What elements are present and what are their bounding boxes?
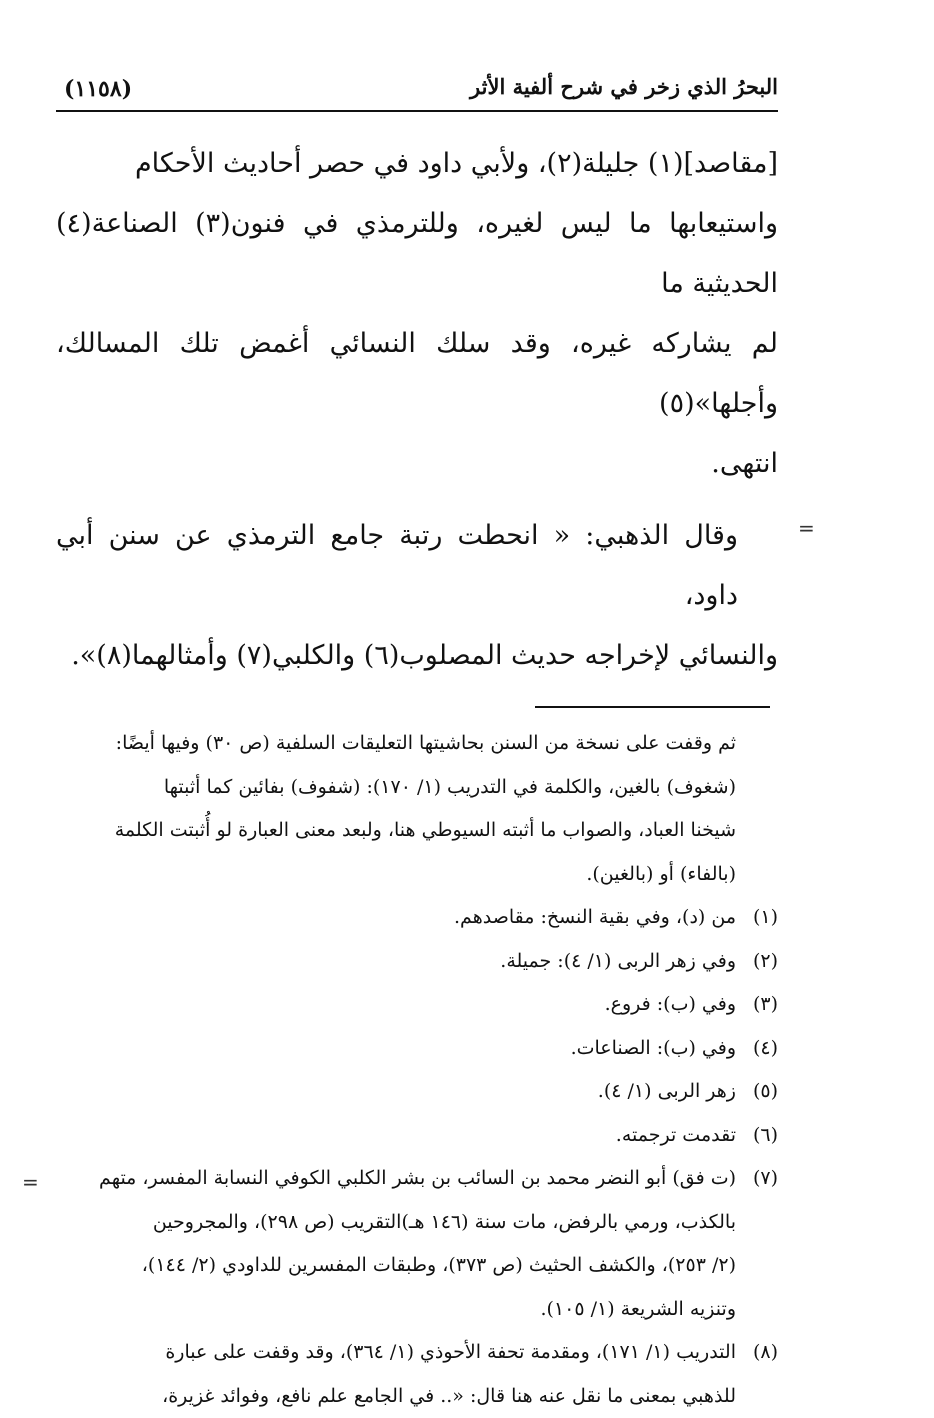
footnote-7	[56, 1157, 778, 1201]
footnote-continuation-line: ثم وقفت على نسخة من السنن بحاشيتها التعليقات السلفية (ص ٣٠) وفيها أيضًا:	[56, 722, 778, 766]
footnotes	[56, 722, 778, 1418]
footnote-7-line: بالكذب، ورمي بالرفض، مات سنة (١٤٦ هـ)التقريب (ص ٢٩٨)، والمجروحين	[56, 1201, 778, 1245]
footnote-7-line: (٢/ ٢٥٣)، والكشف الحثيث (ص ٣٧٣)، وطبقات المفسرين للداودي (٢/ ١٤٤)،	[56, 1244, 778, 1288]
main-text	[56, 134, 778, 686]
page-number: (١١٥٨)	[64, 76, 132, 102]
footnote-text: وفي (ب): الصناعات.	[571, 1037, 736, 1059]
body-line: واستيعابها ما ليس لغيره، وللترمذي في فنون(٣) الصناعة(٤) الحديثية ما	[56, 194, 778, 314]
body-line: وقال الذهبي: « انحطت رتبة جامع الترمذي عن سنن أبي داود،	[56, 506, 778, 626]
footnote-2	[56, 940, 778, 984]
footnote-continuation-line: (شغوف) بالغين، والكلمة في التدريب (١/ ١٧٠): (شفوف) بفائين كما أثبتها	[56, 766, 778, 810]
footnote-4	[56, 1027, 778, 1071]
footnote-8	[56, 1331, 778, 1375]
footnote-1	[56, 896, 778, 940]
footnote-5	[56, 1070, 778, 1114]
footnote-text: التدريب (١/ ١٧١)، ومقدمة تحفة الأحوذي (١/ ٣٦٤)، وقد وقفت على عبارة	[165, 1341, 736, 1363]
footnote-8-line: للذهبي بمعنى ما نقل عنه هنا قال: «.. في الجامع علم نافع، وفوائد غزيرة،	[56, 1375, 778, 1418]
footnote-number: (٦)	[753, 1114, 778, 1158]
continuation-mark-top: =	[798, 516, 815, 540]
footnote-number: (٢)	[753, 940, 778, 984]
body-line: لم يشاركه غيره، وقد سلك النسائي أغمض تلك المسالك، وأجلها»(٥)	[56, 314, 778, 434]
footnote-number: (١)	[753, 896, 778, 940]
book-page	[56, 70, 778, 1418]
footnote-7-line: وتنزيه الشريعة (١/ ١٠٥).	[56, 1288, 778, 1332]
running-title: البحرُ الذي زخر في شرح ألفية الأثر	[470, 74, 778, 99]
footnote-number: (٧)	[753, 1157, 778, 1201]
footnote-number: (٨)	[753, 1331, 778, 1375]
footnote-continuation-line: شيخنا العباد، والصواب ما أثبته السيوطي هنا، ولبعد معنى العبارة لو أُثبتت الكلمة	[56, 809, 778, 853]
footnote-text: زهر الربى (١/ ٤).	[598, 1080, 736, 1102]
footnote-6	[56, 1114, 778, 1158]
footnote-3	[56, 983, 778, 1027]
footnote-text: تقدمت ترجمته.	[616, 1124, 736, 1146]
body-line: والنسائي لإخراجه حديث المصلوب(٦) والكلبي(٧) وأمثالهما(٨)».	[56, 626, 778, 686]
body-line: [مقاصد](١) جليلة(٢)، ولأبي داود في حصر أحاديث الأحكام	[56, 134, 778, 194]
footnote-number: (٣)	[753, 983, 778, 1027]
continuation-mark-bottom: =	[22, 1170, 39, 1194]
footnote-number: (٤)	[753, 1027, 778, 1071]
page-header	[56, 70, 778, 114]
footnote-text: وفي زهر الربى (١/ ٤): جميلة.	[500, 950, 736, 972]
footnote-continuation-line: (بالفاء) أو (بالغين).	[56, 853, 778, 897]
footnote-text: من (د)، وفي بقية النسخ: مقاصدهم.	[454, 906, 736, 928]
footnote-text: (ت فق) أبو النضر محمد بن السائب بن بشر الكلبي الكوفي النسابة المفسر، متهم	[99, 1167, 736, 1189]
footnote-number: (٥)	[753, 1070, 778, 1114]
body-line: انتهى.	[56, 434, 778, 494]
footnote-separator	[535, 706, 770, 708]
header-rule	[56, 110, 778, 112]
footnote-text: وفي (ب): فروع.	[605, 993, 736, 1015]
